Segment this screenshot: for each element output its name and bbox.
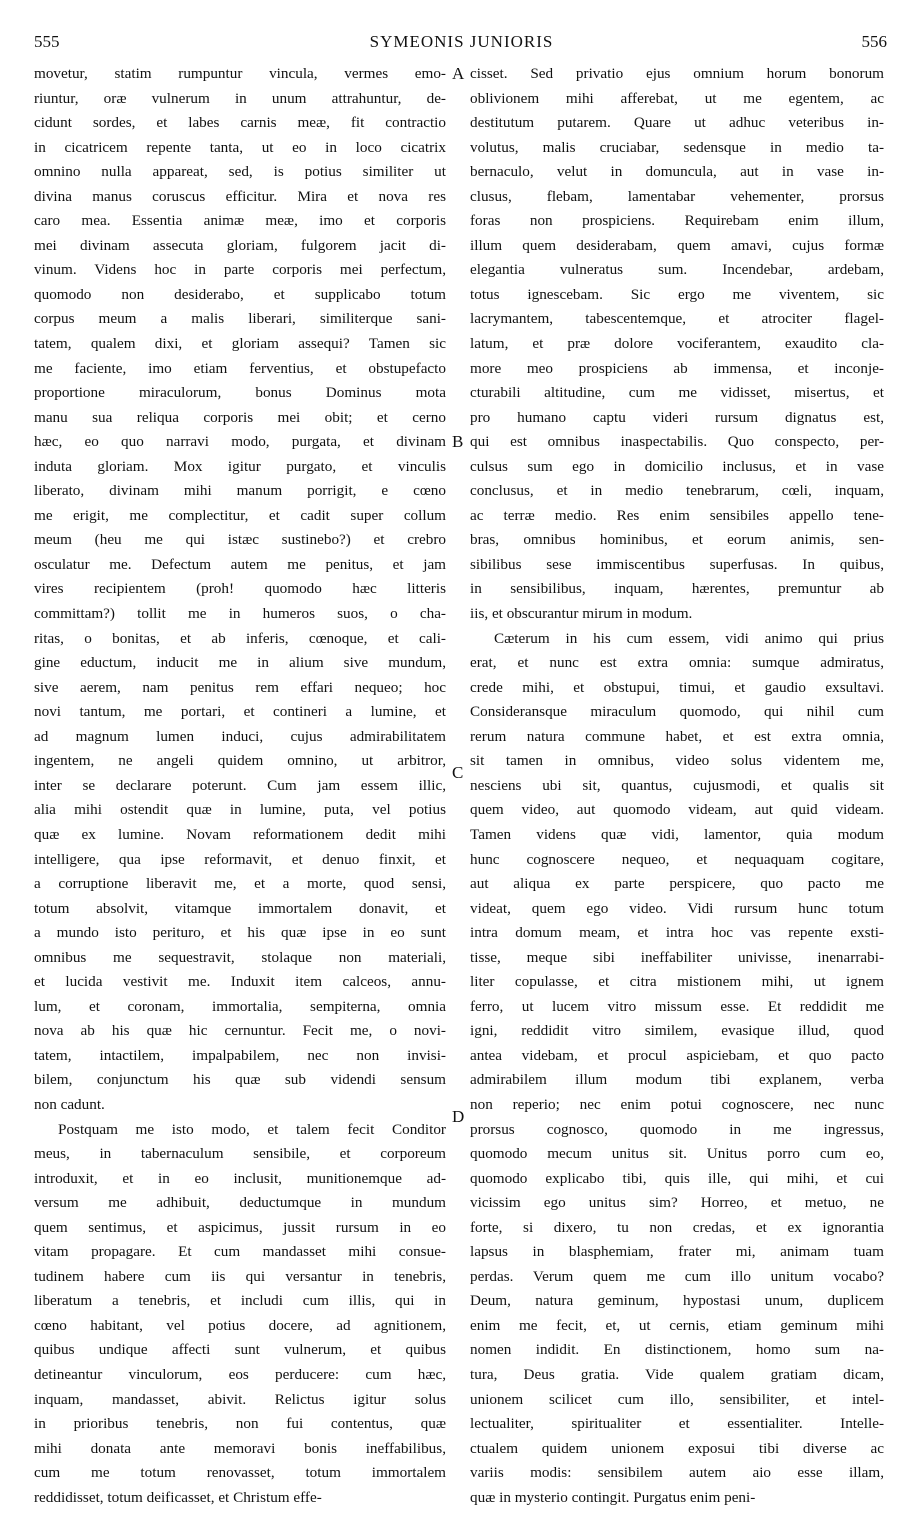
text-line: cturabili altitudine, cum me vidisset, misertus, et: [470, 384, 884, 402]
text-line: inquam, mandasset, abivit. Relictus igitur solus: [34, 1390, 446, 1408]
text-line: ctualem quidem unionem exposui tibi diverse ac: [470, 1439, 884, 1457]
text-line: tudinem habere cum iis qui versantur in tenebris,: [34, 1267, 446, 1285]
section-marker-b: B: [452, 432, 464, 451]
left-column: [34, 62, 446, 1510]
text-line: tatem, qualem dixi, et gloriam assequi? Tamen sic: [34, 335, 446, 353]
page-number-right: 556: [861, 32, 887, 51]
text-line: lacrymantem, tabescentemque, et atrociter flagel-: [470, 310, 884, 328]
text-line: detineantur vinculorum, eos perducere: cum hæc,: [34, 1365, 446, 1383]
text-line: versum me adhibuit, deductumque in mundum: [34, 1194, 446, 1212]
text-line: quem video, aut quomodo videam, aut quid videam.: [470, 801, 884, 819]
text-line: liter copulasse, et citra mistionem mihi, ut ignem: [470, 973, 884, 991]
text-line: osculatur me. Defectum autem me penitus, et jam: [34, 555, 446, 573]
text-line: quæ ex lumine. Novam reformationem dedit mihi: [34, 825, 446, 843]
text-line: iis, et obscurantur mirum in modum.: [470, 605, 693, 623]
text-line: me faciente, imo etiam ferventius, et obstupefacto: [34, 359, 446, 377]
text-line: mihi donata ante memoravi bonis ineffabilibus,: [34, 1439, 446, 1457]
text-line: aut aliqua ex parte perspicere, quo pacto me: [470, 875, 884, 893]
text-line: induta gloriam. Mox igitur purgato, et vinculis: [34, 457, 446, 475]
text-line: tura, Deus gratia. Vide qualem gratiam dicam,: [470, 1365, 884, 1383]
text-line: a mundo isto perituro, et his quæ ipse in eo sunt: [34, 924, 446, 942]
text-line: prorsus cognosco, quomodo in me ingressus,: [470, 1120, 884, 1138]
text-line: in prioribus tenebris, non fui contentus, quæ: [34, 1415, 446, 1433]
page-header: [0, 32, 923, 60]
text-line: illum quem desiderabam, quem amavi, cujus formæ: [470, 236, 884, 254]
text-line: totus ignescebam. Sic ergo me viventem, sic: [470, 285, 884, 303]
text-line: meum (heu me qui istæc sustinebo?) et crebro: [34, 531, 446, 549]
page-number-left: 555: [34, 32, 60, 51]
text-line: lum, et coronam, immortalia, sempiterna, omnia: [34, 997, 446, 1015]
text-line: reddidisset, totum deificasset, et Christum effe-: [34, 1488, 322, 1506]
section-marker-c: C: [452, 763, 464, 782]
text-line: nesciens ubi sit, quantus, cujusmodi, et qualis sit: [470, 776, 884, 794]
text-line: novi tantum, me portari, et contineri a lumine, et: [34, 703, 446, 721]
text-line: Tamen videns quæ vidi, lamentor, quia modum: [470, 825, 884, 843]
text-line: me erigit, me complectitur, et cadit super collum: [34, 506, 446, 524]
text-line: sit tamen in omnibus, video solus videntem me,: [470, 752, 884, 770]
text-line: forte, si dixero, tu non credas, et ex ignorantia: [470, 1218, 884, 1236]
text-line: quæ in mysterio contingit. Purgatus enim peni-: [470, 1488, 756, 1506]
text-line: ad magnum lumen induci, cujus admirabilitatem: [34, 727, 446, 745]
right-column: [470, 62, 884, 1510]
text-line: mei divinam assecuta gloriam, fulgorem jacit di-: [34, 236, 446, 254]
text-line: qui est omnibus inaspectabilis. Quo conspecto, per-: [470, 433, 884, 451]
text-line: crede mihi, et obstupui, timui, et gaudio exsultavi.: [470, 678, 884, 696]
text-line: unionem scilicet cum illo, sensibiliter, et intel-: [470, 1390, 884, 1408]
text-line: sibilibus sese immiscentibus superfusas. In quibus,: [470, 555, 884, 573]
text-line: alia mihi ostendit quæ in lumine, puta, vel potius: [34, 801, 446, 819]
text-line: cidunt sordes, et labes carnis meæ, fit contractio: [34, 114, 446, 132]
text-line: lapsus in blasphemiam, frater mi, animam tuam: [470, 1243, 884, 1261]
text-line: non reperio; nec enim potui cognoscere, nec nunc: [470, 1095, 884, 1113]
text-line: admirabilem illum modum tibi explanem, verba: [470, 1071, 884, 1089]
text-line: vires recipientem (proh! quomodo hæc litteris: [34, 580, 446, 598]
text-line: intelligere, qua ipse reformavit, et denuo finxit, et: [34, 850, 446, 868]
text-line: divina manus coruscus efficitur. Mira et nova res: [34, 187, 446, 205]
text-line: bilem, conjunctum his quæ sub videndi sensum: [34, 1071, 446, 1089]
text-line: et lucida vestivit me. Induxit item calceos, annu-: [34, 973, 446, 991]
text-line: videat, quem ego video. Vidi rursum hunc totum: [470, 899, 884, 917]
text-line: omnino nulla appareat, sed, is potius similiter ut: [34, 163, 446, 181]
running-title: SYMEONIS JUNIORIS: [369, 32, 554, 51]
text-line: ingentem, ne angeli quidem omnino, ut arbitror,: [34, 752, 446, 770]
text-line: liberato, divinam mihi manum porrigit, e cœno: [34, 482, 446, 500]
text-line: quomodo explicabo tibi, quis ille, qui mihi, et cui: [470, 1169, 884, 1187]
text-line: hunc cognoscere nequeo, et nequaquam cogitare,: [470, 850, 884, 868]
text-line: destitutum putarem. Quare ut adhuc veteribus in-: [470, 114, 884, 132]
text-line: riuntur, oræ vulnerum in unum attrahuntur, de-: [34, 89, 446, 107]
text-line: meus, in tabernaculum sensibile, et corporeum: [34, 1145, 446, 1163]
text-line: in cicatricem repente tanta, ut eo in loco cicatrix: [34, 138, 446, 156]
text-line: corpus meum a malis liberari, similiterque sani-: [34, 310, 446, 328]
text-line: conclusus, et in medio tenebrarum, cœli, inquam,: [470, 482, 884, 500]
text-line: cum me totum renovasset, totum immortalem: [34, 1464, 446, 1482]
text-line: pro humano captu videri rursum dignatus est,: [470, 408, 884, 426]
text-line: clusus, flebam, lamentabar vehementer, prorsus: [470, 187, 884, 205]
text-line: manu sua reliqua corporis mei obit; et cerno: [34, 408, 446, 426]
text-line: variis modis: sensibilem autem aio esse illam,: [470, 1464, 884, 1482]
text-line: omnibus me sequestravit, stolaque non materiali,: [34, 948, 446, 966]
section-marker-d: D: [452, 1107, 465, 1126]
text-line: committam?) tollit me in humeros suos, o cha-: [34, 605, 446, 623]
text-line: bras, omnibus hominibus, et eorum animis, sen-: [470, 531, 884, 549]
section-marker-a: A: [452, 64, 465, 83]
text-line: movetur, statim rumpuntur vincula, vermes emo-: [34, 65, 446, 82]
text-line: igni, reddidit vitro similem, evasique illud, quod: [470, 1022, 884, 1040]
text-line: nova ab his quæ hic cernuntur. Fecit me, o novi-: [34, 1022, 446, 1040]
text-line: latum, et præ dolore vociferantem, exaudito cla-: [470, 335, 884, 353]
text-line: Postquam me isto modo, et talem fecit Conditor: [58, 1120, 446, 1138]
text-line: rerum natura commune habet, et est extra omnia,: [470, 727, 884, 745]
text-line: lectualiter, spiritualiter et essentialiter. Intelle-: [470, 1415, 884, 1433]
text-line: cisset. Sed privatio ejus omnium horum bonorum: [470, 65, 884, 82]
text-line: quibus undique affecti sunt vulnerum, et quibus: [34, 1341, 446, 1359]
text-line: nomen indidit. En distinctionem, homo sum na-: [470, 1341, 884, 1359]
text-line: erat, et nunc est extra omnia: sumque admiratus,: [470, 654, 884, 672]
text-line: ferro, ut lucem vitro missum esse. Et reddidit me: [470, 997, 884, 1015]
text-line: perdas. Verum quem me cum illo unitum vocabo?: [470, 1267, 884, 1285]
text-line: totum absolvit, vitamque immortalem donavit, et: [34, 899, 446, 917]
text-line: more meo prospiciens ab immensa, et inconje-: [470, 359, 884, 377]
text-line: intra domum meam, et intra hoc vas repente exsti-: [470, 924, 884, 942]
text-line: Deum, natura geminum, hypostasi unum, duplicem: [470, 1292, 884, 1310]
text-line: enim me fecit, et, ut cernis, etiam geminum mihi: [470, 1316, 884, 1334]
text-line: vicissim ego unitus sim? Horreo, et metuo, ne: [470, 1194, 884, 1212]
text-line: culsus sum ego in domicilio inclusus, et in vase: [470, 457, 884, 475]
text-line: quem sentimus, et aspicimus, jussit rursum in eo: [34, 1218, 446, 1236]
text-line: introduxit, et in eo inclusit, munitionemque ad-: [34, 1169, 446, 1187]
text-line: Consideransque miraculum quomodo, qui nihil cum: [470, 703, 884, 721]
text-line: ac terræ medio. Res enim sensibiles appello tene-: [470, 506, 884, 524]
text-line: vitam propagare. Et cum mandasset mihi consue-: [34, 1243, 446, 1261]
text-line: in sensibilibus, inquam, hærentes, premuntur ab: [470, 580, 884, 598]
text-line: quomodo mecum unitus sit. Unitus porro cum eo,: [470, 1145, 884, 1163]
text-line: liberatum a tenebris, et includi cum illis, qui in: [34, 1292, 446, 1310]
text-line: volutus, malis cruciabar, sedensque in medio ta-: [470, 138, 884, 156]
text-line: vinum. Videns hoc in parte corporis mei perfectum,: [34, 261, 446, 279]
text-line: oblivionem mihi afferebat, ut me egentem, ac: [470, 89, 884, 107]
text-line: foras non prospiciens. Requirebam enim illum,: [470, 212, 884, 230]
text-line: quomodo non desiderabo, et supplicabo totum: [34, 285, 446, 303]
text-line: sive aerem, nam penitus rem effari nequeo; hoc: [34, 678, 446, 696]
text-line: tatem, intactilem, impalpabilem, nec non invisi-: [34, 1046, 446, 1064]
text-line: caro mea. Essentia animæ meæ, imo et corporis: [34, 212, 446, 230]
text-line: hæc, eo quo narravi modo, purgata, et divinam: [34, 433, 446, 451]
text-line: bernaculo, velut in domuncula, aut in vase in-: [470, 163, 884, 181]
text-line: non cadunt.: [34, 1095, 105, 1113]
text-line: a corruptione liberavit me, et a morte, quod sensi,: [34, 875, 446, 893]
text-line: Cæterum in his cum essem, vidi animo qui prius: [494, 629, 884, 647]
text-line: ritas, o bonitas, et ab inferis, cœnoque, et cali-: [34, 629, 446, 647]
text-line: elegantia vulneratus sum. Incendebar, ardebam,: [470, 261, 884, 279]
text-line: antea videbam, et procul aspiciebam, et quo pacto: [470, 1046, 884, 1064]
text-line: cœno habitant, vel potius docere, ad agnitionem,: [34, 1316, 446, 1334]
text-line: tisse, meque sibi ineffabiliter univisse, inenarrabi-: [470, 948, 884, 966]
text-line: gine eductum, inducit me in alium sive mundum,: [34, 654, 446, 672]
text-line: proportione miraculorum, bonus Dominus mota: [34, 384, 446, 402]
text-line: inter se declarare poterunt. Cum jam essem illic,: [34, 776, 446, 794]
